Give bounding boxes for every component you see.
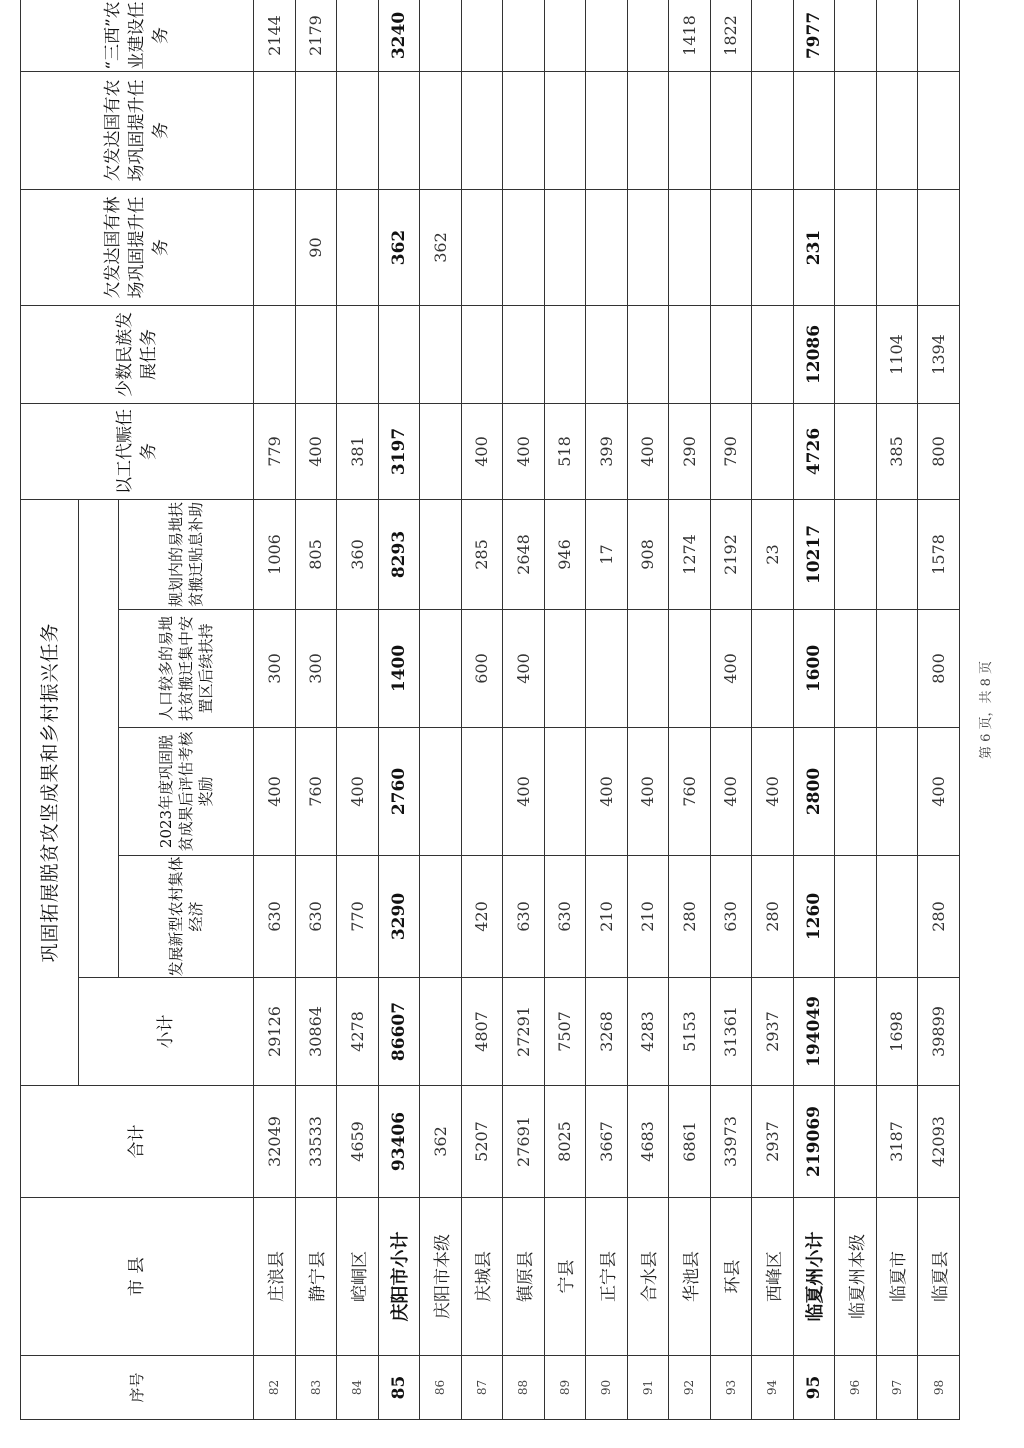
resettlement-support-value xyxy=(420,610,462,728)
assessment-award-value: 760 xyxy=(295,728,337,856)
assessment-award-value xyxy=(544,728,586,856)
county-name: 环县 xyxy=(710,1198,752,1356)
collective-economy-value: 630 xyxy=(295,856,337,978)
table-row xyxy=(710,0,752,1420)
subtotal-value: 5153 xyxy=(669,978,711,1086)
total-value: 27691 xyxy=(503,1086,545,1198)
table-row xyxy=(586,0,628,1420)
resettlement-support-value xyxy=(835,610,877,728)
work-relief-value: 385 xyxy=(876,404,918,500)
relocation-interest-value: 1274 xyxy=(669,500,711,610)
relocation-interest-value: 1006 xyxy=(254,500,296,610)
assessment-award-value: 400 xyxy=(503,728,545,856)
sanxi-value: 3240 xyxy=(378,0,420,72)
agri-farm-value xyxy=(918,72,960,190)
minority-value xyxy=(627,306,669,404)
relocation-interest-value: 10217 xyxy=(793,500,835,610)
work-relief-value: 400 xyxy=(461,404,503,500)
relocation-interest-value: 805 xyxy=(295,500,337,610)
relocation-interest-value xyxy=(876,500,918,610)
table-row xyxy=(420,0,462,1420)
subtotal-value: 1698 xyxy=(876,978,918,1086)
relocation-interest-value: 908 xyxy=(627,500,669,610)
row-number: 84 xyxy=(337,1356,379,1420)
collective-economy-value: 1260 xyxy=(793,856,835,978)
table-row xyxy=(627,0,669,1420)
header-assessment-award: 2023年度巩固脱贫成果后评估考核奖励 xyxy=(119,728,254,856)
table-row xyxy=(337,0,379,1420)
agri-farm-value xyxy=(420,72,462,190)
row-number: 87 xyxy=(461,1356,503,1420)
agri-farm-value xyxy=(710,72,752,190)
relocation-interest-value: 2648 xyxy=(503,500,545,610)
row-number: 85 xyxy=(378,1356,420,1420)
relocation-interest-value xyxy=(835,500,877,610)
resettlement-support-value: 400 xyxy=(503,610,545,728)
relocation-interest-value: 1578 xyxy=(918,500,960,610)
work-relief-value xyxy=(752,404,794,500)
assessment-award-value: 400 xyxy=(918,728,960,856)
resettlement-support-value xyxy=(752,610,794,728)
header-county: 市 县 xyxy=(21,1198,254,1356)
work-relief-value: 790 xyxy=(710,404,752,500)
collective-economy-value xyxy=(876,856,918,978)
row-number: 92 xyxy=(669,1356,711,1420)
work-relief-value: 399 xyxy=(586,404,628,500)
table-row xyxy=(378,0,420,1420)
collective-economy-value: 3290 xyxy=(378,856,420,978)
county-name: 崆峒区 xyxy=(337,1198,379,1356)
collective-economy-value: 280 xyxy=(918,856,960,978)
sanxi-value xyxy=(586,0,628,72)
forest-farm-value xyxy=(503,190,545,306)
row-number: 88 xyxy=(503,1356,545,1420)
work-relief-value: 518 xyxy=(544,404,586,500)
forest-farm-value xyxy=(835,190,877,306)
forest-farm-value xyxy=(586,190,628,306)
total-value: 219069 xyxy=(793,1086,835,1198)
header-work-relief: 以工代赈任务 xyxy=(21,404,254,500)
relocation-interest-value: 946 xyxy=(544,500,586,610)
assessment-award-value xyxy=(876,728,918,856)
forest-farm-value: 362 xyxy=(420,190,462,306)
agri-farm-value xyxy=(876,72,918,190)
agri-farm-value xyxy=(669,72,711,190)
forest-farm-value xyxy=(710,190,752,306)
subtotal-value: 3268 xyxy=(586,978,628,1086)
county-name: 镇原县 xyxy=(503,1198,545,1356)
row-number: 94 xyxy=(752,1356,794,1420)
work-relief-value: 4726 xyxy=(793,404,835,500)
minority-value xyxy=(710,306,752,404)
agri-farm-value xyxy=(752,72,794,190)
resettlement-support-value xyxy=(544,610,586,728)
row-number: 97 xyxy=(876,1356,918,1420)
header-minority: 少数民族发展任务 xyxy=(21,306,254,404)
resettlement-support-value: 1400 xyxy=(378,610,420,728)
header-sanxi: “三西”农业建设任务 xyxy=(21,0,254,72)
total-value: 3187 xyxy=(876,1086,918,1198)
county-name: 华池县 xyxy=(669,1198,711,1356)
county-name: 临夏州本级 xyxy=(835,1198,877,1356)
table-row xyxy=(793,0,835,1420)
agri-farm-value xyxy=(503,72,545,190)
minority-value xyxy=(254,306,296,404)
assessment-award-value: 400 xyxy=(710,728,752,856)
collective-economy-value: 630 xyxy=(544,856,586,978)
county-name: 合水县 xyxy=(627,1198,669,1356)
collective-economy-value: 420 xyxy=(461,856,503,978)
county-name: 庆阳市小计 xyxy=(378,1198,420,1356)
relocation-interest-value: 23 xyxy=(752,500,794,610)
header-forest: 欠发达国有林场巩固提升任务 xyxy=(21,190,254,306)
assessment-award-value: 400 xyxy=(627,728,669,856)
sanxi-value: 1418 xyxy=(669,0,711,72)
minority-value xyxy=(378,306,420,404)
table-row xyxy=(876,0,918,1420)
collective-economy-value: 630 xyxy=(710,856,752,978)
resettlement-support-value xyxy=(586,610,628,728)
county-name: 临夏市 xyxy=(876,1198,918,1356)
header-rural-revitalization-group: 巩固拓展脱贫攻坚成果和乡村振兴任务 xyxy=(21,500,79,1086)
collective-economy-value: 630 xyxy=(254,856,296,978)
sanxi-value xyxy=(918,0,960,72)
assessment-award-value: 400 xyxy=(337,728,379,856)
row-number: 93 xyxy=(710,1356,752,1420)
forest-farm-value xyxy=(876,190,918,306)
row-number: 91 xyxy=(627,1356,669,1420)
rotated-table-area xyxy=(20,0,1020,1420)
resettlement-support-value: 300 xyxy=(295,610,337,728)
collective-economy-value: 280 xyxy=(669,856,711,978)
total-value: 33533 xyxy=(295,1086,337,1198)
forest-farm-value xyxy=(918,190,960,306)
collective-economy-value xyxy=(835,856,877,978)
sanxi-value xyxy=(544,0,586,72)
collective-economy-value: 210 xyxy=(586,856,628,978)
total-value: 42093 xyxy=(918,1086,960,1198)
table-row xyxy=(752,0,794,1420)
relocation-interest-value: 360 xyxy=(337,500,379,610)
sanxi-value: 1822 xyxy=(710,0,752,72)
minority-value xyxy=(461,306,503,404)
total-value: 33973 xyxy=(710,1086,752,1198)
assessment-award-value: 400 xyxy=(254,728,296,856)
assessment-award-value xyxy=(835,728,877,856)
sanxi-value xyxy=(835,0,877,72)
assessment-award-value: 2760 xyxy=(378,728,420,856)
work-relief-value xyxy=(420,404,462,500)
total-value: 8025 xyxy=(544,1086,586,1198)
resettlement-support-value: 400 xyxy=(710,610,752,728)
resettlement-support-value: 300 xyxy=(254,610,296,728)
row-number: 96 xyxy=(835,1356,877,1420)
total-value: 2937 xyxy=(752,1086,794,1198)
table-row xyxy=(544,0,586,1420)
total-value: 32049 xyxy=(254,1086,296,1198)
row-number: 98 xyxy=(918,1356,960,1420)
county-name: 西峰区 xyxy=(752,1198,794,1356)
sanxi-value xyxy=(337,0,379,72)
county-name: 庆城县 xyxy=(461,1198,503,1356)
agri-farm-value xyxy=(378,72,420,190)
minority-value: 12086 xyxy=(793,306,835,404)
table-row xyxy=(295,0,337,1420)
collective-economy-value: 210 xyxy=(627,856,669,978)
minority-value: 1104 xyxy=(876,306,918,404)
forest-farm-value xyxy=(337,190,379,306)
subtotal-value: 7507 xyxy=(544,978,586,1086)
resettlement-support-value: 800 xyxy=(918,610,960,728)
total-value: 6861 xyxy=(669,1086,711,1198)
subtotal-value: 29126 xyxy=(254,978,296,1086)
subtotal-value: 31361 xyxy=(710,978,752,1086)
minority-value xyxy=(669,306,711,404)
minority-value xyxy=(420,306,462,404)
table-row xyxy=(835,0,877,1420)
page-footer: 第 6 页，共 8 页 xyxy=(979,660,994,760)
forest-farm-value xyxy=(544,190,586,306)
minority-value xyxy=(835,306,877,404)
minority-value: 1394 xyxy=(918,306,960,404)
assessment-award-value: 2800 xyxy=(793,728,835,856)
collective-economy-value: 280 xyxy=(752,856,794,978)
work-relief-value xyxy=(835,404,877,500)
county-name: 临夏县 xyxy=(918,1198,960,1356)
header-resettlement-support: 人口较多的易地扶贫搬迁集中安置区后续扶持 xyxy=(119,610,254,728)
agri-farm-value xyxy=(254,72,296,190)
table-row xyxy=(669,0,711,1420)
header-subgroup-blank xyxy=(79,500,119,978)
sanxi-value xyxy=(752,0,794,72)
assessment-award-value xyxy=(461,728,503,856)
county-name: 临夏州小计 xyxy=(793,1198,835,1356)
work-relief-value: 400 xyxy=(295,404,337,500)
minority-value xyxy=(337,306,379,404)
work-relief-value: 400 xyxy=(503,404,545,500)
table-row xyxy=(461,0,503,1420)
subtotal-value: 30864 xyxy=(295,978,337,1086)
subtotal-value xyxy=(420,978,462,1086)
assessment-award-value: 400 xyxy=(586,728,628,856)
header-farm: 欠发达国有农场巩固提升任务 xyxy=(21,72,254,190)
subtotal-value: 4278 xyxy=(337,978,379,1086)
sanxi-value xyxy=(627,0,669,72)
total-value: 93406 xyxy=(378,1086,420,1198)
row-number: 89 xyxy=(544,1356,586,1420)
subtotal-value: 4283 xyxy=(627,978,669,1086)
subtotal-value: 39899 xyxy=(918,978,960,1086)
task-allocation-table xyxy=(20,0,960,1420)
total-value xyxy=(835,1086,877,1198)
table-body xyxy=(254,0,960,1420)
minority-value xyxy=(586,306,628,404)
total-value: 362 xyxy=(420,1086,462,1198)
row-number: 82 xyxy=(254,1356,296,1420)
agri-farm-value xyxy=(337,72,379,190)
work-relief-value: 800 xyxy=(918,404,960,500)
collective-economy-value: 630 xyxy=(503,856,545,978)
total-value: 4659 xyxy=(337,1086,379,1198)
minority-value xyxy=(295,306,337,404)
agri-farm-value xyxy=(461,72,503,190)
resettlement-support-value xyxy=(627,610,669,728)
minority-value xyxy=(503,306,545,404)
relocation-interest-value: 2192 xyxy=(710,500,752,610)
total-value: 5207 xyxy=(461,1086,503,1198)
sanxi-value: 7977 xyxy=(793,0,835,72)
collective-economy-value xyxy=(420,856,462,978)
agri-farm-value xyxy=(835,72,877,190)
header-no: 序号 xyxy=(21,1356,254,1420)
sanxi-value xyxy=(461,0,503,72)
row-number: 95 xyxy=(793,1356,835,1420)
sanxi-value: 2144 xyxy=(254,0,296,72)
agri-farm-value xyxy=(793,72,835,190)
relocation-interest-value: 285 xyxy=(461,500,503,610)
row-number: 86 xyxy=(420,1356,462,1420)
agri-farm-value xyxy=(627,72,669,190)
forest-farm-value xyxy=(752,190,794,306)
total-value: 4683 xyxy=(627,1086,669,1198)
sanxi-value xyxy=(876,0,918,72)
total-value: 3667 xyxy=(586,1086,628,1198)
agri-farm-value xyxy=(544,72,586,190)
work-relief-value: 400 xyxy=(627,404,669,500)
header-relocation-interest: 规划内的易地扶贫搬迁贴息补助 xyxy=(119,500,254,610)
sanxi-value xyxy=(420,0,462,72)
forest-farm-value xyxy=(461,190,503,306)
relocation-interest-value: 8293 xyxy=(378,500,420,610)
resettlement-support-value xyxy=(337,610,379,728)
county-name: 庆阳市本级 xyxy=(420,1198,462,1356)
resettlement-support-value: 1600 xyxy=(793,610,835,728)
header-total: 合计 xyxy=(21,1086,254,1198)
county-name: 宁县 xyxy=(544,1198,586,1356)
subtotal-value: 86607 xyxy=(378,978,420,1086)
assessment-award-value xyxy=(420,728,462,856)
sanxi-value xyxy=(503,0,545,72)
assessment-award-value: 760 xyxy=(669,728,711,856)
table-row xyxy=(503,0,545,1420)
county-name: 庄浪县 xyxy=(254,1198,296,1356)
assessment-award-value: 400 xyxy=(752,728,794,856)
table-row xyxy=(254,0,296,1420)
row-number: 83 xyxy=(295,1356,337,1420)
row-number: 90 xyxy=(586,1356,628,1420)
collective-economy-value: 770 xyxy=(337,856,379,978)
agri-farm-value xyxy=(586,72,628,190)
sanxi-value: 2179 xyxy=(295,0,337,72)
agri-farm-value xyxy=(295,72,337,190)
resettlement-support-value xyxy=(876,610,918,728)
table-row xyxy=(918,0,960,1420)
forest-farm-value xyxy=(254,190,296,306)
resettlement-support-value: 600 xyxy=(461,610,503,728)
subtotal-value: 194049 xyxy=(793,978,835,1086)
forest-farm-value: 362 xyxy=(378,190,420,306)
work-relief-value: 381 xyxy=(337,404,379,500)
forest-farm-value: 231 xyxy=(793,190,835,306)
work-relief-value: 290 xyxy=(669,404,711,500)
minority-value xyxy=(752,306,794,404)
relocation-interest-value xyxy=(420,500,462,610)
subtotal-value: 27291 xyxy=(503,978,545,1086)
forest-farm-value xyxy=(669,190,711,306)
county-name: 正宁县 xyxy=(586,1198,628,1356)
subtotal-value: 4807 xyxy=(461,978,503,1086)
forest-farm-value xyxy=(627,190,669,306)
forest-farm-value: 90 xyxy=(295,190,337,306)
work-relief-value: 779 xyxy=(254,404,296,500)
relocation-interest-value: 17 xyxy=(586,500,628,610)
subtotal-value xyxy=(835,978,877,1086)
header-new-collective-economy: 发展新型农村集体经济 xyxy=(119,856,254,978)
work-relief-value: 3197 xyxy=(378,404,420,500)
header-subtotal: 小计 xyxy=(79,978,254,1086)
county-name: 静宁县 xyxy=(295,1198,337,1356)
subtotal-value: 2937 xyxy=(752,978,794,1086)
resettlement-support-value xyxy=(669,610,711,728)
minority-value xyxy=(544,306,586,404)
